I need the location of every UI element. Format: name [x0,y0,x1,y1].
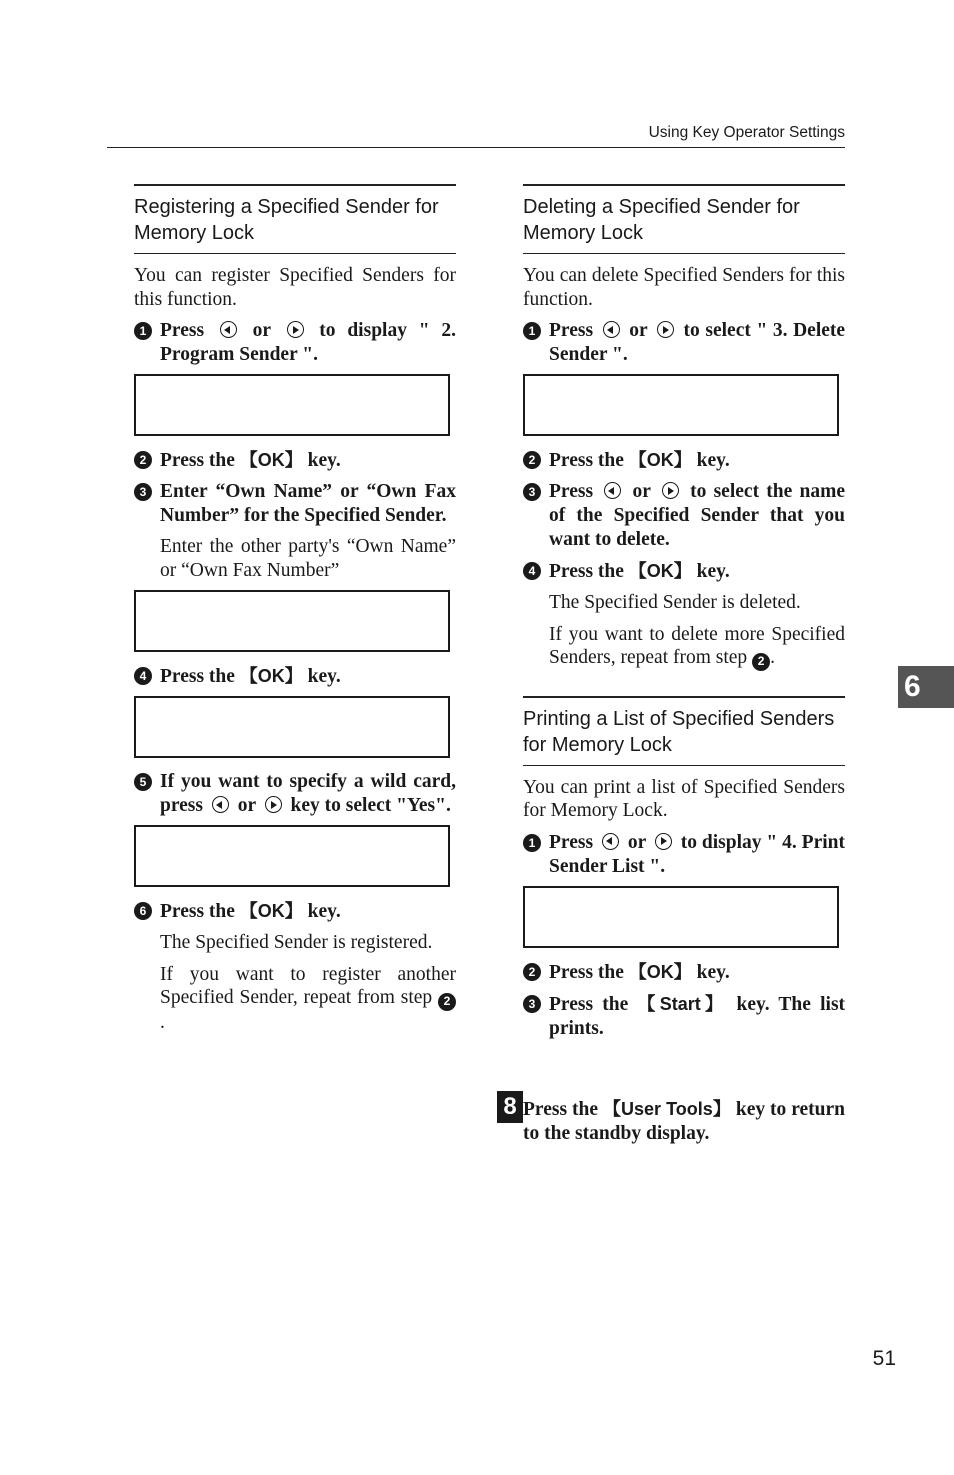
intro-text: You can register Specified Senders for this function. [134,265,456,310]
step-4 [523,559,845,584]
step-2 [523,960,845,985]
step-3 [523,480,845,552]
intro-text: You can print a list of Specified Senders for Memory Lock. [523,776,845,822]
note-text: If you want to register another Specified Sender, repeat from step [160,963,456,1008]
step-text-pre: Press the [549,450,624,471]
page-number: 51 [872,1347,896,1370]
step-text [549,448,845,473]
step-5 [134,770,456,818]
ok-key-label: 【OK】 [239,450,303,470]
or-text: or [632,481,651,502]
left-column [134,184,456,1042]
step-text-pre: Press the [160,901,235,922]
step-text-post: to select the name of the Specified Sender that you want to delete. [549,481,846,550]
step-number: 6 [134,902,152,920]
ok-key-label: 【OK】 [628,961,692,982]
step-6 [134,899,456,924]
step-ref-number: 2 [752,653,770,671]
step-number: 3 [523,995,541,1013]
step-text: Enter “Own Name” or “Own Fax Number” for the Specified Sender. [160,481,456,526]
lcd-line-1 [525,946,837,948]
step-text-post: key. [307,450,341,471]
left-arrow-key-icon [220,321,237,338]
or-text: or [237,795,256,816]
section-title-print: Printing a List of Specified Senders for Memory Lock [523,696,845,766]
right-column [523,184,845,1048]
step-ref-number: 2 [438,993,456,1011]
right-arrow-key-icon [265,796,282,813]
step-number: 4 [523,562,541,580]
step-text-post: key. [696,961,730,983]
step-text [549,559,845,584]
step-number: 2 [523,451,541,469]
step-text-post: to display " 4. Print Sender List ". [549,831,845,877]
section-title-register: Registering a Specified Sender for Memory Lock [134,184,456,254]
lcd-display [134,374,450,436]
step-2 [523,448,845,473]
step-2 [134,448,456,473]
ok-key-label: 【OK】 [239,666,303,686]
lcd-display [134,825,450,887]
step-3 [134,480,456,528]
step-text [549,960,845,985]
step-text-pre: Press the [549,561,624,582]
step-1 [523,319,845,367]
left-arrow-key-icon [602,833,619,850]
lcd-display [523,886,839,948]
user-tools-key-label: 【User Tools】 [602,1099,731,1119]
step-1 [523,831,845,879]
step-text-pre: Press the [523,1099,598,1120]
lcd-line-1 [136,434,448,436]
left-arrow-key-icon [603,321,620,338]
step-text [160,770,456,818]
ok-key-label: 【OK】 [239,901,303,921]
or-text: or [629,320,648,341]
step-text-pre: If you want to specify a wild card, press [160,771,456,816]
step-text [160,319,456,367]
step-number: 2 [134,451,152,469]
left-arrow-key-icon [604,482,621,499]
note-end: . [160,1011,165,1033]
lcd-line-1 [136,885,448,887]
right-arrow-key-icon [287,321,304,338]
start-key-label: 【Start】 [637,993,728,1014]
step-number: 2 [523,963,541,981]
step-text [549,992,845,1041]
lcd-line-1 [525,434,837,436]
step-number: 5 [134,773,152,791]
main-step-number: 8 [497,1091,523,1123]
step-1 [134,319,456,367]
step-text [160,448,456,473]
step-text-pre: Press the [160,450,235,471]
step-number: 1 [523,834,541,852]
step-text-pre: Press the [549,961,624,983]
step-text-pre: Press [549,481,594,502]
step-4 [134,664,456,689]
step-note [549,623,845,671]
step-text [549,319,845,367]
step-number: 3 [523,483,541,501]
running-header: Using Key Operator Settings [648,124,845,141]
step-text-post: to display " 2. Program Sender ". [160,320,456,365]
or-text: or [252,320,271,341]
step-note [160,963,456,1035]
header-rule [107,147,845,148]
section-title-delete: Deleting a Specified Sender for Memory Lock [523,184,845,254]
step-text-post: key to return to the standby display. [523,1099,846,1144]
step-text-pre: Press the [549,993,629,1015]
step-number: 1 [134,322,152,340]
step-text-pre: Press [549,831,594,853]
step-text [160,664,456,689]
right-arrow-key-icon [657,321,674,338]
right-arrow-key-icon [662,482,679,499]
step-text-post: key. [307,901,341,922]
step-text-post: key. [307,666,341,687]
step-number: 1 [523,322,541,340]
note-text: If you want to delete more Specified Senders, repeat from step [549,623,845,668]
step-number: 4 [134,667,152,685]
step-text-pre: Press [160,320,205,341]
step-text-post: key. [696,450,730,471]
left-arrow-key-icon [212,796,229,813]
step-text [549,480,845,552]
step-text-pre: Press [549,320,594,341]
step-text [160,899,456,924]
step-number: 3 [134,483,152,501]
note-end: . [770,647,775,668]
lcd-display [134,696,450,758]
step-note: The Specified Sender is registered. [160,932,433,953]
lcd-line-1 [136,756,448,758]
step-text [549,831,845,879]
step-note: Enter the other party's “Own Name” or “Own Fax Number” [160,536,456,581]
lcd-display [134,590,450,652]
right-arrow-key-icon [655,833,672,850]
intro-text: You can delete Specified Senders for this function. [523,265,845,310]
chapter-tab: 6 [898,666,954,708]
step-text-pre: Press the [160,666,235,687]
step-text-post: to select " 3. Delete Sender ". [549,320,846,365]
or-text: or [627,831,646,853]
step-3 [523,992,845,1041]
step-note: The Specified Sender is deleted. [549,592,801,613]
step-text-post: key. The list prints. [549,993,846,1039]
lcd-display [523,374,839,436]
ok-key-label: 【OK】 [628,450,692,470]
lcd-line-1 [136,650,448,652]
ok-key-label: 【OK】 [628,561,692,581]
step-text-post: key. [696,561,730,582]
main-step-8-text [523,1097,845,1146]
step-text-post: key to select "Yes". [290,795,451,816]
